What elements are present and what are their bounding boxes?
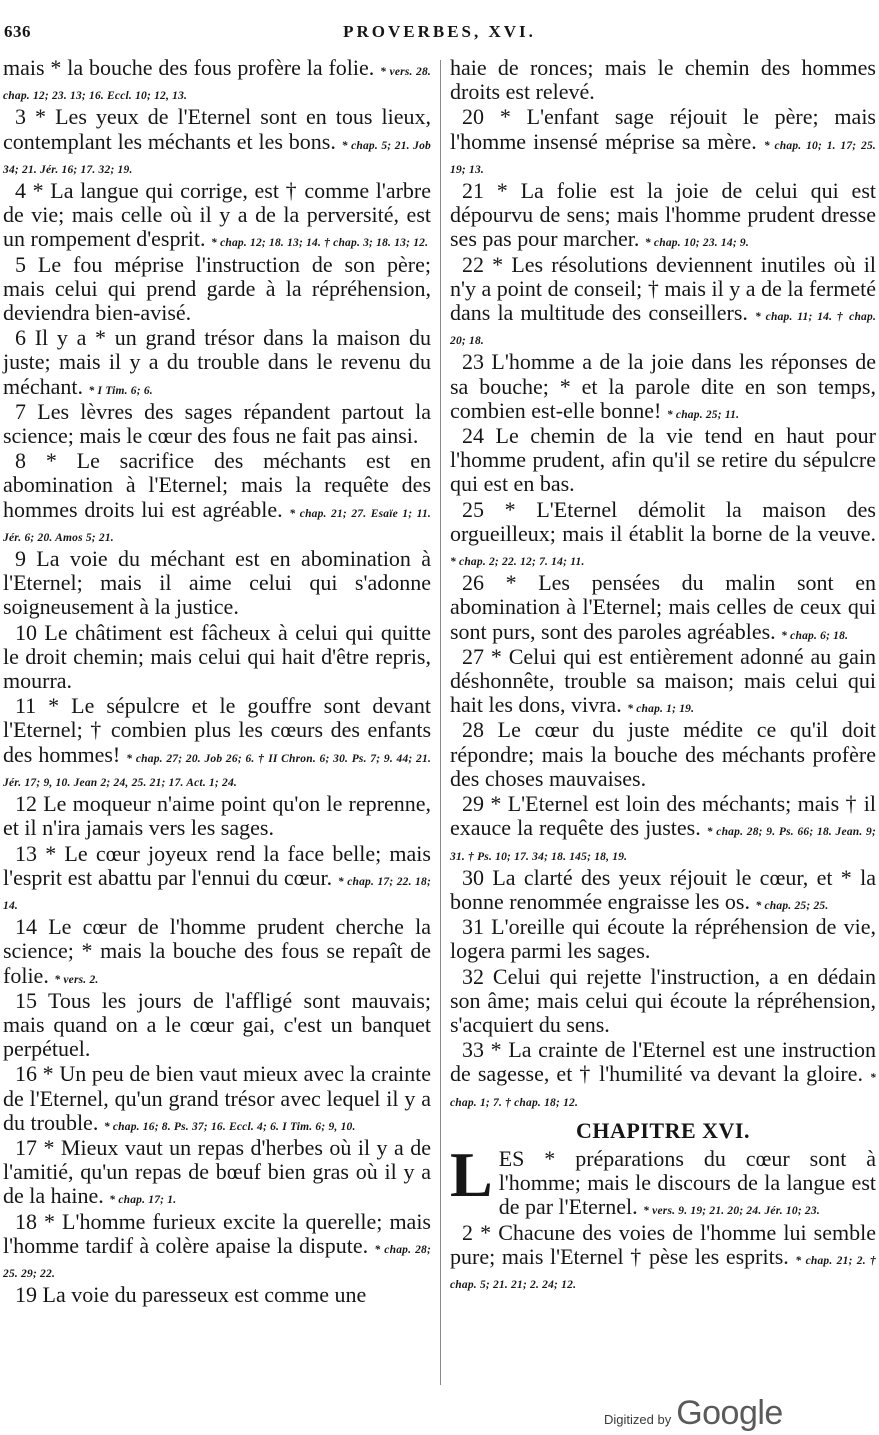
column-divider xyxy=(440,60,441,1385)
verse-21: 21 * La folie est la joie de celui qui est dépourvu de sens; mais l'homme prudent dresse ses pas pour marcher. * chap. 10; 23. 14; 9. xyxy=(450,178,876,252)
verse-2: 2 * Chacune des voies de l'homme lui semble pure; mais l'Eternel † pèse les esprits. * chap. 21; 2. † chap. 5; 21. 21; 2. 24; 12. xyxy=(450,1219,876,1291)
cross-reference: * chap. 1; 19. xyxy=(627,703,695,716)
verse-7: 7 Les lèvres des sages répandent partout la science; mais le cœur des fous ne fait pas ainsi. xyxy=(3,398,431,449)
cross-reference: * chap. 28; 9. Ps. 66; 18. Jean. 9; 31. † Ps. 10; 17. 34; 18. 145; 18, 19. xyxy=(450,826,877,863)
verse-9: 9 La voie du méchant est en abomination à l'Eternel; mais il aime celui qui s'adonne soigneusement à la justice. xyxy=(3,546,431,620)
cross-reference: * vers. 2. xyxy=(54,973,99,986)
cross-reference: * vers. 28. chap. 12; 23. 13; 16. Eccl. 10; 12, 13. xyxy=(3,66,432,103)
verse-14: 14 Le cœur de l'homme prudent cherche la science; * mais la bouche des fous se repaît de folie. * vers. 2. xyxy=(3,914,431,988)
verse-4: 4 * La langue qui corrige, est † comme l'arbre de vie; mais celle où il y a de la perversité, est un rompement d'esprit. * chap. 12; 18. 13; 14. † chap. 3; 18. 13; 12. xyxy=(3,178,431,252)
verse-15: 15 Tous les jours de l'affligé sont mauvais; mais quand on a le cœur gai, c'est un banquet perpétuel. xyxy=(3,987,431,1062)
verse-29: 29 * L'Eternel est loin des méchants; mais † il exauce la requête des justes. * chap. 28; 9. Ps. 66; 18. Jean. 9; 31. † Ps. 10; 17. 34; 18. 145; 18, 19. xyxy=(450,791,877,863)
cross-reference: * chap. 28; 25. 29; 22. xyxy=(3,1243,432,1280)
cross-reference: * chap. 16; 8. Ps. 37; 16. Eccl. 4; 6. I Tim. 6; 9, 10. xyxy=(103,1120,356,1133)
digitized-by-label: Digitized by xyxy=(604,1412,672,1427)
verse-28: 28 Le cœur du juste médite ce qu'il doit répondre; mais la bouche des méchants profère des choses mauvaises. xyxy=(450,717,876,791)
cross-reference: * vers. 9. 19; 21. 20; 24. Jér. 10; 23. xyxy=(643,1205,820,1218)
verse-13: 13 * Le cœur joyeux rend la face belle; mais l'esprit est abattu par l'ennui du cœur. * chap. 17; 22. 18; 14. xyxy=(3,840,431,912)
google-logo: Google xyxy=(676,1394,783,1432)
chapter-heading: CHAPITRE XVI. xyxy=(576,1117,750,1143)
verse-11: 11 * Le sépulcre et le gouffre sont devant l'Eternel; † combien plus les cœurs des enfants des hommes! * chap. 27; 20. Job 26; 6. † II Chron. 6; 30. Ps. 7; 9. 44; 21. Jér. 17; 9, 10. Jean 2; 24, 25. 21; 17. Act. 1; 24. xyxy=(3,693,432,789)
verse-continuation: haie de ronces; mais le chemin des hommes droits est relevé. xyxy=(450,55,876,105)
verse-27: 27 * Celui qui est entièrement adonné au gain déshonnête, trouble sa maison; mais celui qui hait les dons, vivra. * chap. 1; 19. xyxy=(450,643,876,718)
verse-23: 23 L'homme a de la joie dans les réponses de sa bouche; * et la parole dite en son temps, combien est-elle bonne! * chap. 25; 11. xyxy=(450,349,876,423)
verse-17: 17 * Mieux vaut un repas d'herbes où il y a de l'amitié, qu'un repas de bœuf bien gras où il y a de la haine. * chap. 17; 1. xyxy=(3,1134,431,1209)
cross-reference: * chap. 27; 20. Job 26; 6. † II Chron. 6; 30. Ps. 7; 9. 44; 21. Jér. 17; 9, 10. Jean 2; 24, 25. 21; 17. Act. 1; 24. xyxy=(3,752,432,789)
verse-26: 26 * Les pensées du malin sont en abomination à l'Eternel; mais celles de ceux qui sont purs, sont des paroles agréables. * chap. 6; 18. xyxy=(450,570,876,644)
cross-reference: * chap. 12; 18. 13; 14. † chap. 3; 18. 13; 12. xyxy=(211,237,429,250)
cross-reference: * chap. 5; 21. Job 34; 21. Jér. 16; 17. 32; 19. xyxy=(3,139,432,176)
verse-24: 24 Le chemin de la vie tend en haut pour l'homme prudent, afin qu'il se retire du sépulcre qui est en bas. xyxy=(450,423,876,497)
cross-reference: * chap. 17; 22. 18; 14. xyxy=(3,875,431,912)
cross-reference: * chap. 21; 27. Esaïe 1; 11. Jér. 6; 20. Amos 5; 21. xyxy=(3,507,432,544)
cross-reference: * chap. 17; 1. xyxy=(109,1194,177,1207)
cross-reference: * chap. 2; 22. 12; 7. 14; 11. xyxy=(450,556,585,569)
verse-30: 30 La clarté des yeux réjouit le cœur, et * la bonne renommée engraisse les os. * chap. 25; 25. xyxy=(450,864,876,914)
verse-31: 31 L'oreille qui écoute la répréhension de vie, logera parmi les sages. xyxy=(450,914,876,964)
verse-18: 18 * L'homme furieux excite la querelle; mais l'homme tardif à colère apaise la dispute. * chap. 28; 25. 29; 22. xyxy=(3,1208,432,1280)
verse-25: 25 * L'Eternel démolit la maison des orgueilleux; mais il établit la borne de la veuve. * chap. 2; 22. 12; 7. 14; 11. xyxy=(450,496,876,569)
verse-10: 10 Le châtiment est fâcheux à celui qui quitte le droit chemin; mais celui qui hait d'être repris, mourra. xyxy=(3,619,431,694)
verse-1: LES * préparations du cœur sont à l'homme; mais le discours de la langue est de par l'Eternel. * vers. 9. 19; 21. 20; 24. Jér. 10; 23. xyxy=(450,1138,876,1220)
cross-reference: * chap. 6; 18. xyxy=(781,629,849,642)
cross-reference: * chap. 21; 2. † chap. 5; 21. 21; 2. 24; 12. xyxy=(450,1254,876,1291)
verse-20: 20 * L'enfant sage réjouit le père; mais l'homme insensé méprise sa mère. * chap. 10; 1. 17; 25. 19; 13. xyxy=(450,104,877,176)
verse-32: 32 Celui qui rejette l'instruction, a en dédain son âme; mais celui qui écoute la répréhension, s'acquiert du sens. xyxy=(450,963,876,1037)
drop-cap: L xyxy=(450,1138,493,1210)
cross-reference: * chap. 10; 23. 14; 9. xyxy=(644,237,749,250)
verse-3: 3 * Les yeux de l'Eternel sont en tous lieux, contemplant les méchants et les bons. * chap. 5; 21. Job 34; 21. Jér. 16; 17. 32; 19. xyxy=(3,104,432,176)
verse-16: 16 * Un peu de bien vaut mieux avec la crainte de l'Eternel, qu'un grand trésor avec lequel il y a du trouble. * chap. 16; 8. Ps. 37; 16. Eccl. 4; 6. I Tim. 6; 9, 10. xyxy=(3,1061,431,1135)
page-header xyxy=(0,0,879,56)
verse-19: 19 La voie du paresseux est comme une xyxy=(15,1282,367,1308)
verse-5: 5 Le fou méprise l'instruction de son père; mais celui qui prend garde à la répréhension, deviendra bien-avisé. xyxy=(3,251,431,326)
cross-reference: * chap. 11; 14. † chap. 20; 18. xyxy=(450,311,877,348)
left-column xyxy=(3,56,431,1308)
verse-12: 12 Le moqueur n'aime point qu'on le reprenne, et il n'ira jamais vers les sages. xyxy=(3,791,431,841)
verse-6: 6 Il y a * un grand trésor dans la maison du juste; mais il y a du trouble dans le revenu du méchant. * I Tim. 6; 6. xyxy=(3,325,431,399)
page-number: 636 xyxy=(4,22,31,41)
cross-reference: * chap. 25; 11. xyxy=(666,408,740,421)
running-title: PROVERBES, XVI. xyxy=(343,22,536,41)
verse-continuation: mais * la bouche des fous profère la folie. * vers. 28. chap. 12; 23. 13; 16. Eccl. 10; 12, 13. xyxy=(3,55,432,103)
digitized-watermark xyxy=(604,1394,783,1430)
cross-reference: * chap. 25; 25. xyxy=(755,899,829,912)
cross-reference: * I Tim. 6; 6. xyxy=(88,384,153,397)
right-column xyxy=(450,56,876,1294)
cross-reference: * chap. 1; 7. † chap. 18; 12. xyxy=(450,1072,876,1109)
cross-reference: * chap. 10; 1. 17; 25. 19; 13. xyxy=(450,139,877,176)
verse-22: 22 * Les résolutions deviennent inutiles où il n'y a point de conseil; † mais il y a de la fermeté dans la multitude des conseillers. * chap. 11; 14. † chap. 20; 18. xyxy=(450,251,877,348)
verse-8: 8 * Le sacrifice des méchants est en abomination à l'Eternel; mais la requête des hommes droits lui est agréable. * chap. 21; 27. Esaïe 1; 11. Jér. 6; 20. Amos 5; 21. xyxy=(3,448,432,544)
verse-33: 33 * La crainte de l'Eternel est une instruction de sagesse, et † l'humilité va devant la gloire. * chap. 1; 7. † chap. 18; 12. xyxy=(450,1037,876,1109)
